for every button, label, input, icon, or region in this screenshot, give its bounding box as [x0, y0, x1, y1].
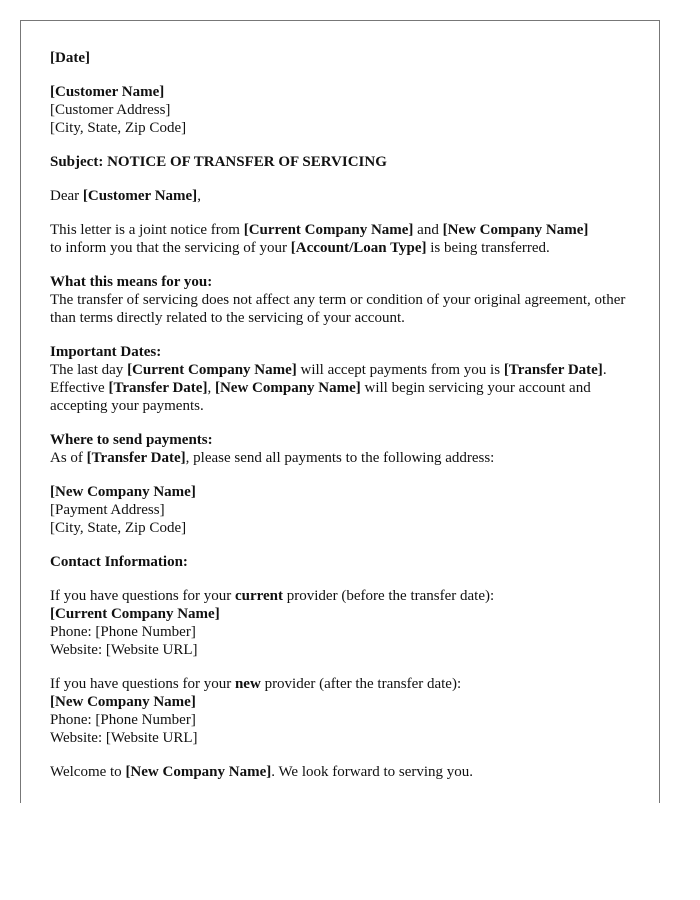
closing-pre: Welcome to	[50, 764, 122, 780]
intro-text-2: to inform you that the servicing of your	[50, 240, 288, 256]
recipient-address: [Customer Address]	[50, 102, 171, 118]
letter-body	[50, 49, 635, 797]
intro-paragraph	[50, 221, 635, 257]
recipient-name: [Customer Name]	[50, 84, 165, 100]
salutation	[50, 187, 635, 205]
salutation-comma: ,	[197, 188, 201, 204]
dates-text-3: Effective	[50, 380, 105, 396]
subject-text: NOTICE OF TRANSFER OF SERVICING	[107, 154, 387, 170]
contact-heading: Contact Information:	[50, 554, 188, 570]
contact-new-keyword: new	[234, 676, 261, 692]
contact-heading-block	[50, 553, 635, 571]
meaning-section	[50, 273, 635, 327]
dates-text-2: will accept payments from you is	[300, 362, 501, 378]
dates-transfer-date-2: [Transfer Date]	[108, 380, 208, 396]
meaning-heading: What this means for you:	[50, 274, 213, 290]
recipient-city-state-zip: [City, State, Zip Code]	[50, 120, 187, 136]
dates-transfer-date: [Transfer Date]	[503, 362, 603, 378]
contact-new-pre: If you have questions for your	[50, 676, 232, 692]
contact-new-website: Website: [Website URL]	[50, 730, 198, 746]
contact-current-block	[50, 587, 635, 659]
intro-current-company: [Current Company Name]	[243, 222, 414, 238]
payments-transfer-date: [Transfer Date]	[86, 450, 186, 466]
dates-comma: ,	[207, 380, 212, 396]
dates-section	[50, 343, 635, 415]
payments-section	[50, 431, 635, 467]
payment-city-state-zip: [City, State, Zip Code]	[50, 520, 187, 536]
contact-new-post: provider (after the transfer date):	[264, 676, 462, 692]
closing-company: [New Company Name]	[125, 764, 272, 780]
contact-new-block	[50, 675, 635, 747]
contact-current-phone: Phone: [Phone Number]	[50, 624, 196, 640]
payments-text-1: As of	[50, 450, 83, 466]
dates-heading: Important Dates:	[50, 344, 162, 360]
date: [Date]	[50, 50, 90, 66]
intro-text-3: is being transferred.	[430, 240, 550, 256]
intro-text-1: This letter is a joint notice from	[50, 222, 240, 238]
payment-company: [New Company Name]	[50, 484, 196, 500]
letter-page	[20, 20, 660, 803]
salutation-dear: Dear	[50, 188, 80, 204]
dates-text-4: will begin servicing your account and accepting your payments.	[50, 380, 591, 414]
payment-address: [Payment Address]	[50, 502, 165, 518]
dates-line-2	[50, 379, 635, 415]
contact-current-company: [Current Company Name]	[50, 606, 220, 622]
contact-current-post: provider (before the transfer date):	[286, 588, 495, 604]
salutation-name: [Customer Name]	[82, 188, 198, 204]
payments-text-2: , please send all payments to the following address:	[185, 450, 495, 466]
contact-new-intro	[50, 675, 635, 693]
contact-current-pre: If you have questions for your	[50, 588, 232, 604]
intro-account-type: [Account/Loan Type]	[290, 240, 427, 256]
closing-line	[50, 763, 635, 781]
contact-new-company: [New Company Name]	[50, 694, 196, 710]
subject-line	[50, 153, 635, 171]
contact-current-keyword: current	[234, 588, 284, 604]
dates-text-1: The last day	[50, 362, 124, 378]
intro-and: and	[417, 222, 439, 238]
payments-heading: Where to send payments:	[50, 432, 213, 448]
dates-line-1	[50, 361, 635, 379]
meaning-text: The transfer of servicing does not affect any term or condition of your original agreement, other than terms directly related to the servicing of your account.	[50, 292, 626, 326]
closing-post: . We look forward to serving you.	[271, 764, 474, 780]
recipient-block	[50, 83, 635, 137]
contact-current-website: Website: [Website URL]	[50, 642, 198, 658]
dates-current-company: [Current Company Name]	[127, 362, 297, 378]
subject-label: Subject:	[50, 154, 104, 170]
dates-new-company: [New Company Name]	[214, 380, 361, 396]
dates-period: .	[602, 362, 607, 378]
contact-current-intro	[50, 587, 635, 605]
date-line	[50, 49, 635, 67]
intro-new-company: [New Company Name]	[442, 222, 589, 238]
payment-address-block	[50, 483, 635, 537]
contact-new-phone: Phone: [Phone Number]	[50, 712, 196, 728]
